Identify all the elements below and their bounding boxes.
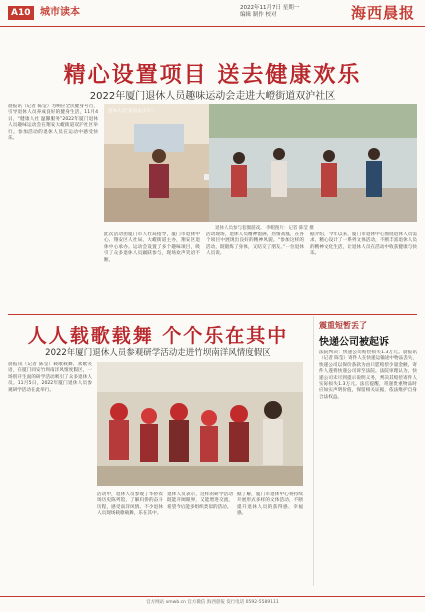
section-divider (8, 314, 417, 315)
page-number: A10 (8, 6, 34, 20)
masthead-logo: 海西晨报 (350, 4, 415, 22)
sidebar-kicker: 震重短暂丢了 (319, 321, 367, 330)
editor-text: 编辑 制作 校对 (240, 12, 277, 18)
article2-photo (97, 362, 303, 486)
article1-column: 活动现场，退休人员精神饱满、热情高涨，在各个项目中展现出良好的精神风貌。“参加这样的活动，既锻炼了身体，又结交了朋友。”一位退休人员说。 (206, 232, 304, 257)
article1-photo-2-caption: 退休人员参与套圈游戏。 李帽图片：记者 陈莹 摄 (215, 226, 314, 231)
article2-column: 退休人员表示，这样的研学活动既能开阔眼界，又能增进交流，希望今后能多组织类似的活动。 (167, 492, 233, 510)
article1-column: 此次活动由厦门市人社局指导，厦门市退休中心、翔安区人社局、大嶝街道主办，翔安区退休中心承办。运动会设置了多个趣味项目，吸引了众多退休人员踊跃参与，现场欢声笑语不断。 (104, 232, 200, 263)
article2-column: 活动中，退休人员参观了华侨农场历史陈列馆，了解归侨的奋斗历程，感受南洋风情。不少退休人员现场载歌载舞，乐在其中。 (97, 492, 163, 517)
section-name: 城市读本 (40, 7, 80, 18)
article2-column: 据了解，厦门市退休中心将持续开展形式多样的文体活动，不断提升退休人员的获得感、幸福感。 (237, 492, 303, 517)
article1-column: 晨报讯（记者 陈莹）为响应全民健身号召，引导退休人员养成良好的健身生活，11月4日，“健康人社 温馨服务”2022年厦门退休人员趣味运动会在翔安大嶝街道双沪社区举行。参加活动的退休人员在运动中感受快乐。 (8, 104, 98, 142)
article1-photo-2 (209, 104, 417, 222)
date-line (240, 5, 299, 19)
date-text: 2022年11月7日 星期一 (240, 5, 300, 11)
sidebar-title: 快递公司被起诉 (319, 337, 389, 348)
article2-subtitle: 2022年厦门退休人员参观研学活动走进竹坝南洋风情度假区 (45, 348, 271, 358)
article1-title: 精心设置项目 送去健康欢乐 (63, 62, 362, 88)
article1-column: 据介绍，今年以来，厦门市退休中心围绕退休人员需求，精心设计了一系列文体活动，不断丰富退休人员的精神文化生活，让退休人员在活动中收获健康与快乐。 (310, 232, 417, 257)
article2-column: 晨报讯（记者 陈莹）载歌载舞、欢歌笑语，在厦门同安竹坝南洋风情度假区，一场别开生面的研学活动吸引了众多退休人员。11月5日，2022年厦门退休人员参观研学活动在此举行。 (8, 362, 92, 393)
article1-photo-1-caption: 退休人员“投石击小鸟”。 (108, 109, 158, 114)
article1-subtitle: 2022年厦门退休人员趣味运动会走进大嶝街道双沪社区 (89, 91, 336, 102)
sidebar-body: 法院判决：快递公司赔偿损失1.3万元。晨报讯（记者 陈莹）寄件人在快递运输途中物品丢失，快递公司以保价条款为由只愿赔偿少量金额，寄件人遂将快递公司诉至法院。法院审理认为，快递公司未尽到提示说明义务，判决其赔偿寄件人实际损失1.3万元。法官提醒，寄递贵重物品时应如实声明价值，保留相关证据，依法维护自身合法权益。 (319, 350, 417, 400)
page-footer: 官方网站 xmwb.cn 官方微信 海西晨报 发行电话 0592-5589111 (0, 596, 425, 612)
article2-title: 人人载歌载舞 个个乐在其中 (27, 325, 289, 347)
page-header (0, 0, 425, 27)
